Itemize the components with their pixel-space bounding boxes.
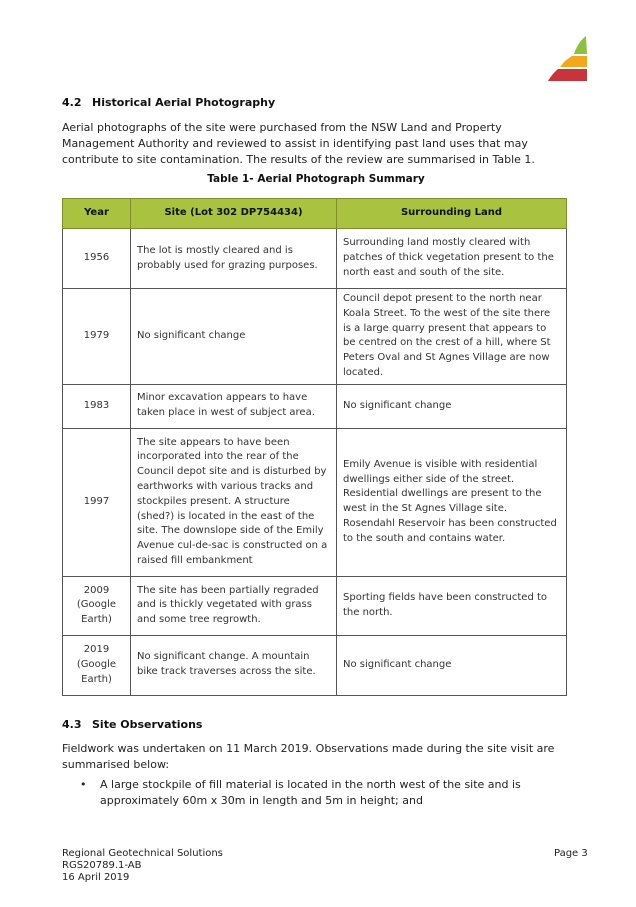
table-caption: Table 1- Aerial Photograph Summary (207, 173, 425, 185)
section-heading-4-3 (62, 718, 202, 731)
table-row (63, 384, 567, 428)
year-cell: 1983 (63, 384, 131, 428)
surrounding-cell: No significant change (337, 384, 567, 428)
header-surrounding: Surrounding Land (337, 199, 567, 229)
section-paragraph: Aerial photographs of the site were purchased from the NSW Land and Property Management Authority and reviewed to assist in identifying past land uses that may contribute to site contamination. The results of the review are summarised in Table 1. (62, 121, 535, 166)
table-row (63, 635, 567, 695)
table-row (63, 229, 567, 289)
site-cell: The site appears to have been incorporated into the rear of the Council depot site and is disturbed by earthworks with various tracks and stockpiles present. A structure (shed?) is located in the east of the site. The downslope side of the Emily Avenue cul-de-sac is constructed on a raised fill embankment (131, 428, 337, 576)
site-cell: No significant change (131, 289, 337, 385)
site-cell: The lot is mostly cleared and is probably used for grazing purposes. (131, 229, 337, 289)
section-paragraph: Fieldwork was undertaken on 11 March 2019. Observations made during the site visit are summarised below: (62, 742, 555, 771)
footer-page-number: Page 3 (554, 848, 588, 859)
table-row (63, 576, 567, 635)
site-cell: No significant change. A mountain bike track traverses across the site. (131, 635, 337, 695)
year-cell: 2019 (Google Earth) (63, 635, 131, 695)
logo-orange-band (560, 56, 587, 67)
surrounding-cell: Emily Avenue is visible with residential dwellings either side of the street. Residential dwellings are present to the west in the St Agnes Village site. Rosendahl Reservoir has been constructed to the south and contains water. (337, 428, 567, 576)
year-cell: 1956 (63, 229, 131, 289)
table-header-row (63, 199, 567, 229)
header-year: Year (63, 199, 131, 229)
surrounding-cell: Sporting fields have been constructed to the north. (337, 576, 567, 635)
site-cell: Minor excavation appears to have taken place in west of subject area. (131, 384, 337, 428)
section-heading-4-2 (62, 96, 275, 109)
footer-date: 16 April 2019 (62, 872, 130, 883)
footer-company: Regional Geotechnical Solutions (62, 848, 223, 859)
year-cell: 1997 (63, 428, 131, 576)
logo-red-band (548, 69, 587, 81)
table-row (63, 428, 567, 576)
logo-green-band (574, 36, 587, 54)
section-title: Historical Aerial Photography (92, 96, 276, 109)
year-cell: 2009 (Google Earth) (63, 576, 131, 635)
section-title: Site Observations (92, 718, 203, 731)
site-cell: The site has been partially regraded and is thickly vegetated with grass and some tree regrowth. (131, 576, 337, 635)
section-number: 4.3 (62, 718, 82, 731)
header-site: Site (Lot 302 DP754434) (131, 199, 337, 229)
section-number: 4.2 (62, 96, 82, 109)
table-row (63, 289, 567, 385)
rgs-logo-icon (548, 34, 590, 84)
aerial-photo-summary-table (62, 198, 567, 696)
surrounding-cell: Council depot present to the north near Koala Street. To the west of the site there is a large quarry present that appears to be centred on the crest of a hill, where St Peters Oval and St Agnes Village are now located. (337, 289, 567, 385)
surrounding-cell: Surrounding land mostly cleared with patches of thick vegetation present to the north east and south of the site. (337, 229, 567, 289)
bullet-icon: • (80, 778, 87, 791)
year-cell: 1979 (63, 289, 131, 385)
bullet-text: A large stockpile of fill material is located in the north west of the site and is approximately 60m x 30m in length and 5m in height; and (100, 778, 521, 807)
footer-left (62, 848, 223, 884)
surrounding-cell: No significant change (337, 635, 567, 695)
footer-reference: RGS20789.1-AB (62, 860, 142, 871)
